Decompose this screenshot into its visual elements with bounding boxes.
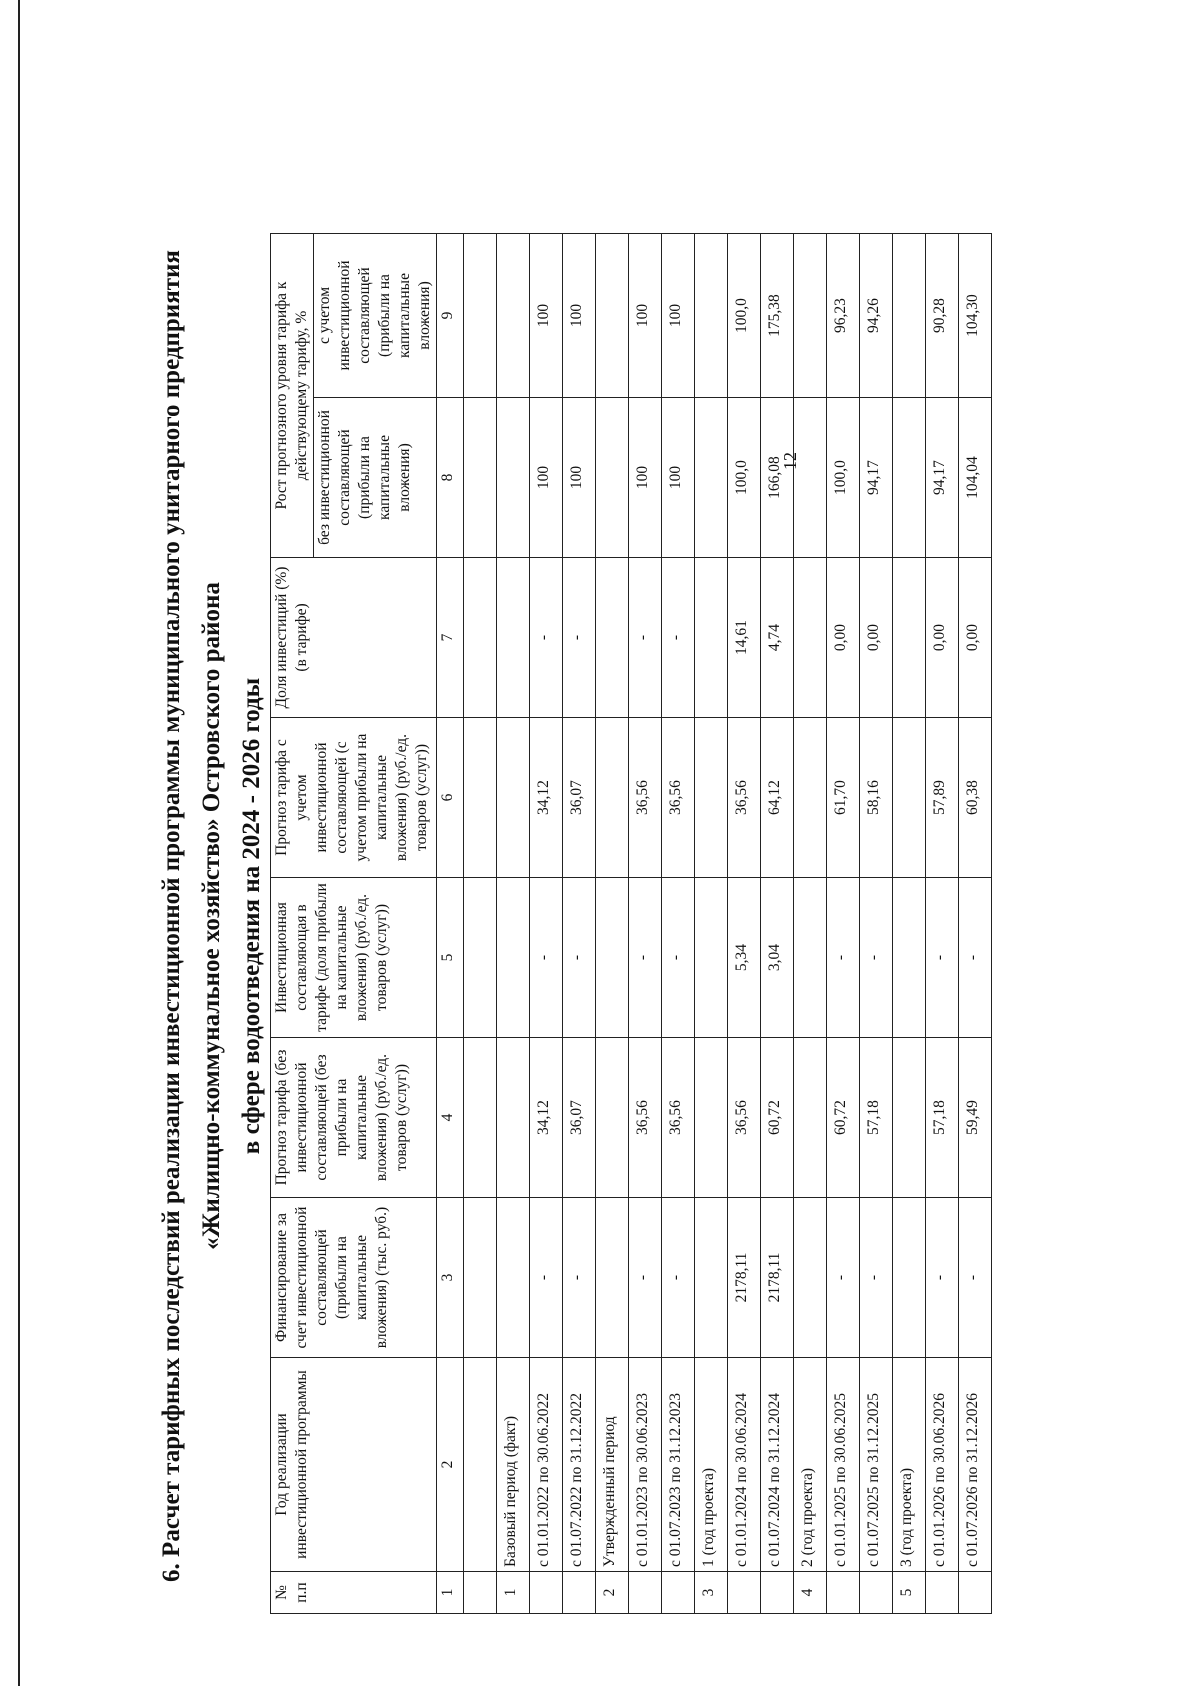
growth-without-cell: 100,0 xyxy=(728,398,761,558)
rotated-page xyxy=(0,146,1060,1686)
header-financing: Финансирование за счет инвестиционной составляющей (прибыли на капитальные вложения) (тыс. руб.) xyxy=(271,1198,437,1358)
investment-component-cell: 3,04 xyxy=(761,878,794,1038)
header-investment-component: Инвестиционная составляющая в тарифе (доля прибыли на капитальные вложения) (руб./ед. товаров (услуг)) xyxy=(271,878,437,1038)
forecast-with-cell: 61,70 xyxy=(827,718,860,878)
header-number-row xyxy=(437,234,464,1614)
period-cell: с 01.01.2022 по 30.06.2022 xyxy=(530,1358,563,1572)
period-cell: с 01.07.2023 по 31.12.2023 xyxy=(662,1358,695,1572)
table-row xyxy=(662,234,695,1614)
header-number: 4 xyxy=(437,1038,464,1198)
header-growth-with: с учетом инвестиционной составляющей (прибыли на капитальные вложения) xyxy=(314,234,437,398)
table-row xyxy=(728,234,761,1614)
section-label: 3 (год проекта) xyxy=(893,1358,926,1572)
title-line-3: в сфере водоотведения на 2024 - 2026 годы xyxy=(238,677,265,1155)
header-number: 9 xyxy=(437,234,464,398)
investment-share-cell: - xyxy=(530,558,563,718)
financing-cell: - xyxy=(959,1198,992,1358)
financing-cell: 2178,11 xyxy=(728,1198,761,1358)
header-growth-without: без инвестиционной составляющей (прибыли на капитальные вложения) xyxy=(314,398,437,558)
investment-share-cell: 4,74 xyxy=(761,558,794,718)
table-row xyxy=(563,234,596,1614)
growth-with-cell: 100 xyxy=(662,234,695,398)
investment-share-cell: 0,00 xyxy=(860,558,893,718)
forecast-without-cell: 36,56 xyxy=(629,1038,662,1198)
header-growth-group: Рост прогнозного уровня тарифа к действующему тарифу, % xyxy=(271,234,314,558)
table-row xyxy=(827,234,860,1614)
forecast-without-cell: 36,56 xyxy=(728,1038,761,1198)
growth-with-cell: 90,28 xyxy=(926,234,959,398)
investment-share-cell: - xyxy=(563,558,596,718)
investment-component-cell: - xyxy=(629,878,662,1038)
table-row xyxy=(860,234,893,1614)
gap-row xyxy=(464,234,497,1614)
forecast-with-cell: 58,16 xyxy=(860,718,893,878)
period-cell: с 01.07.2025 по 31.12.2025 xyxy=(860,1358,893,1572)
period-cell: с 01.07.2022 по 31.12.2022 xyxy=(563,1358,596,1572)
title-line-1: 6. Расчет тарифных последствий реализации инвестиционной программы муниципального унитарного предприятия xyxy=(158,250,185,1582)
investment-share-cell: 14,61 xyxy=(728,558,761,718)
growth-with-cell: 96,23 xyxy=(827,234,860,398)
financing-cell: - xyxy=(629,1198,662,1358)
forecast-without-cell: 57,18 xyxy=(860,1038,893,1198)
section-num: 4 xyxy=(794,1572,827,1614)
forecast-with-cell: 60,38 xyxy=(959,718,992,878)
investment-component-cell: - xyxy=(959,878,992,1038)
financing-cell: 2178,11 xyxy=(761,1198,794,1358)
investment-share-cell: 0,00 xyxy=(959,558,992,718)
growth-without-cell: 100 xyxy=(662,398,695,558)
growth-without-cell: 100 xyxy=(530,398,563,558)
header-number: 6 xyxy=(437,718,464,878)
header-num: № п.п xyxy=(271,1572,437,1614)
forecast-with-cell: 57,89 xyxy=(926,718,959,878)
investment-share-cell: 0,00 xyxy=(827,558,860,718)
table-row xyxy=(926,234,959,1614)
header-year: Год реализации инвестиционной программы xyxy=(271,1358,437,1572)
section-num: 1 xyxy=(497,1572,530,1614)
investment-component-cell: - xyxy=(530,878,563,1038)
forecast-without-cell: 59,49 xyxy=(959,1038,992,1198)
investment-component-cell: - xyxy=(662,878,695,1038)
section-row xyxy=(497,234,530,1614)
period-cell: с 01.07.2026 по 31.12.2026 xyxy=(959,1358,992,1572)
period-cell: с 01.07.2024 по 31.12.2024 xyxy=(761,1358,794,1572)
section-label: 2 (год проекта) xyxy=(794,1358,827,1572)
forecast-with-cell: 36,56 xyxy=(629,718,662,878)
section-row xyxy=(695,234,728,1614)
section-num: 2 xyxy=(596,1572,629,1614)
forecast-with-cell: 36,56 xyxy=(728,718,761,878)
header-forecast-with: Прогноз тарифа с учетом инвестиционной составляющей (с учетом прибыли на капитальные вложения) (руб./ед. товаров (услуг)) xyxy=(271,718,437,878)
period-cell: с 01.01.2026 по 30.06.2026 xyxy=(926,1358,959,1572)
investment-component-cell: - xyxy=(827,878,860,1038)
growth-with-cell: 100,0 xyxy=(728,234,761,398)
forecast-without-cell: 60,72 xyxy=(827,1038,860,1198)
forecast-without-cell: 57,18 xyxy=(926,1038,959,1198)
financing-cell: - xyxy=(530,1198,563,1358)
investment-component-cell: - xyxy=(860,878,893,1038)
investment-component-cell: - xyxy=(563,878,596,1038)
table-row xyxy=(629,234,662,1614)
header-forecast-without: Прогноз тарифа (без инвестиционной составляющей (без прибыли на капитальные вложения) (руб./ед. товаров (услуг)) xyxy=(271,1038,437,1198)
section-label: Утвержденный период xyxy=(596,1358,629,1572)
table-row xyxy=(530,234,563,1614)
investment-component-cell: - xyxy=(926,878,959,1038)
header-investment-share: Доля инвестиций (%) (в тарифе) xyxy=(271,558,437,718)
investment-component-cell: 5,34 xyxy=(728,878,761,1038)
growth-with-cell: 175,38 xyxy=(761,234,794,398)
title-line-2: «Жилищно-коммунальное хозяйство» Островского района xyxy=(198,582,225,1250)
financing-cell: - xyxy=(563,1198,596,1358)
growth-with-cell: 100 xyxy=(530,234,563,398)
growth-without-cell: 100,0 xyxy=(827,398,860,558)
forecast-without-cell: 34,12 xyxy=(530,1038,563,1198)
page-number: 12 xyxy=(780,452,800,470)
financing-cell: - xyxy=(926,1198,959,1358)
investment-share-cell: - xyxy=(662,558,695,718)
growth-with-cell: 104,30 xyxy=(959,234,992,398)
investment-share-cell: - xyxy=(629,558,662,718)
header-number: 3 xyxy=(437,1198,464,1358)
section-num: 3 xyxy=(695,1572,728,1614)
section-label: 1 (год проекта) xyxy=(695,1358,728,1572)
section-label: Базовый период (факт) xyxy=(497,1358,530,1572)
financing-cell: - xyxy=(860,1198,893,1358)
document-title xyxy=(152,226,272,1606)
header-number: 2 xyxy=(437,1358,464,1572)
forecast-without-cell: 36,07 xyxy=(563,1038,596,1198)
forecast-without-cell: 60,72 xyxy=(761,1038,794,1198)
growth-without-cell: 94,17 xyxy=(926,398,959,558)
table-row xyxy=(761,234,794,1614)
section-row xyxy=(596,234,629,1614)
forecast-with-cell: 36,07 xyxy=(563,718,596,878)
forecast-with-cell: 64,12 xyxy=(761,718,794,878)
forecast-with-cell: 34,12 xyxy=(530,718,563,878)
financing-cell: - xyxy=(827,1198,860,1358)
section-num: 5 xyxy=(893,1572,926,1614)
header-number: 7 xyxy=(437,558,464,718)
growth-without-cell: 100 xyxy=(563,398,596,558)
growth-with-cell: 94,26 xyxy=(860,234,893,398)
header-number: 8 xyxy=(437,398,464,558)
growth-with-cell: 100 xyxy=(629,234,662,398)
investment-share-cell: 0,00 xyxy=(926,558,959,718)
growth-without-cell: 100 xyxy=(629,398,662,558)
header-number: 1 xyxy=(437,1572,464,1614)
growth-without-cell: 104,04 xyxy=(959,398,992,558)
section-row xyxy=(794,234,827,1614)
period-cell: с 01.01.2024 по 30.06.2024 xyxy=(728,1358,761,1572)
growth-without-cell: 166,08 xyxy=(761,398,794,558)
table-row xyxy=(959,234,992,1614)
financing-cell: - xyxy=(662,1198,695,1358)
header-number: 5 xyxy=(437,878,464,1038)
forecast-without-cell: 36,56 xyxy=(662,1038,695,1198)
growth-without-cell: 94,17 xyxy=(860,398,893,558)
growth-with-cell: 100 xyxy=(563,234,596,398)
tariff-table xyxy=(270,233,992,1614)
period-cell: с 01.01.2025 по 30.06.2025 xyxy=(827,1358,860,1572)
section-row xyxy=(893,234,926,1614)
forecast-with-cell: 36,56 xyxy=(662,718,695,878)
period-cell: с 01.01.2023 по 30.06.2023 xyxy=(629,1358,662,1572)
